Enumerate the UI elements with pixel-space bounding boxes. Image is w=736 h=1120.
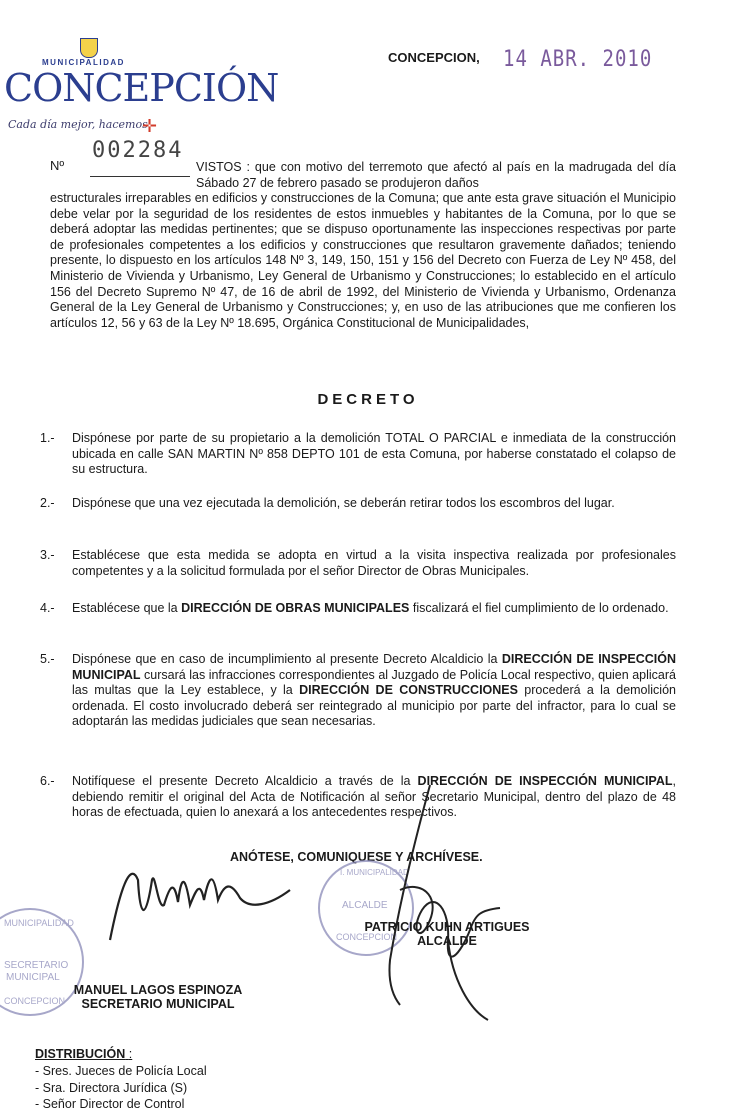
- coat-of-arms-icon: [80, 38, 98, 58]
- item-number: 6.-: [40, 774, 55, 788]
- closing-formula: ANÓTESE, COMUNIQUESE Y ARCHÍVESE.: [230, 850, 483, 864]
- secretary-seal-stamp: MUNICIPALIDAD SECRETARIO MUNICIPAL CONCEPCION: [0, 908, 84, 1016]
- item-number: 5.-: [40, 652, 55, 666]
- list-item: - Sres. Jueces de Policía Local: [35, 1064, 207, 1078]
- place-label: CONCEPCION,: [388, 50, 480, 65]
- decree-number: 002284: [92, 138, 184, 163]
- item-text: Dispónese que una vez ejecutada la demolición, se deberán retirar todos los escombros del lugar.: [72, 496, 615, 510]
- municipal-logo: [2, 36, 279, 146]
- vistos-first-line: VISTOS : que con motivo del terremoto que afectó al país en la madrugada del día Sábado 27 de febrero pasado se produjeron daños: [196, 160, 676, 190]
- secretary-signature-block: [60, 983, 256, 1011]
- item-text: Establécese que esta medida se adopta en virtud a la visita inspectiva realizada por profesionales competentes y a la solicitud formulada por el señor Director de Obras Municipales.: [72, 548, 676, 578]
- decree-number-label: Nº: [50, 158, 65, 173]
- vistos-body: estructurales irreparables en edificios y construcciones de la Comuna; que ante esta grave situación el Municipio debe velar por la seguridad de los residentes de estos inmuebles y habitantes de la Comuna, por lo que se deberá adoptar las medidas pertinentes; que se dispuso oportunamente las inspecciones respectivas por parte de profesionales competentes a los edificios y construcciones que resultaron gravemente dañados; teniendo presente, lo dispuesto en los artículos 148 Nº 3, 149, 150, 151 y 156 del Decreto con Fuerza de Ley Nº 458, del Ministerio de Vivienda y Urbanismo, Ley General de Urbanismo y Construcciones; lo establecido en el artículo 156 del Decreto Supremo Nº 47, de 16 de abril de 1992, del Ministerio de Vivienda y Urbanismo, Ordenanza General de la Ley General de Urbanismo y Construcciones; y, en uso de las atribuciones que me confieren los artículos 12, 56 y 63 de la Ley Nº 18.695, Orgánica Constitucional de Municipalidades,: [50, 191, 676, 330]
- item-text: Notifíquese el presente Decreto Alcaldicio a través de la DIRECCIÓN DE INSPECCIÓN MUNICIPAL, debiendo remitir el original del Acta de Notificación al señor Secretario Municipal, dentro del plazo de 48 horas de efectuada, quien lo anexará a los antecedentes respectivos.: [72, 774, 676, 820]
- distribution-heading: DISTRIBUCIÓN :: [35, 1047, 133, 1061]
- mayor-signature: [360, 780, 520, 1030]
- decree-number-line: [90, 176, 190, 177]
- item-number: 1.-: [40, 431, 55, 445]
- logo-tagline: Cada día mejor, hacemos: [8, 118, 148, 131]
- mayor-seal-stamp: I. MUNICIPALIDAD ALCALDE CONCEPCION: [318, 860, 414, 956]
- item-number: 2.-: [40, 496, 55, 510]
- secretary-signature: [100, 850, 300, 950]
- item-number: 4.-: [40, 601, 55, 615]
- item-text: Establécese que la DIRECCIÓN DE OBRAS MUNICIPALES fiscalizará el fiel cumplimiento de lo ordenado.: [72, 601, 669, 615]
- date-stamp: 14 ABR. 2010: [503, 46, 653, 72]
- mayor-title: ALCALDE: [417, 934, 477, 948]
- secretary-name: MANUEL LAGOS ESPINOZA: [73, 983, 243, 997]
- item-number: 3.-: [40, 548, 55, 562]
- mayor-signature-block: [352, 920, 542, 948]
- logo-municipalidad-text: MUNICIPALIDAD: [42, 58, 125, 67]
- mayor-name: PATRICIO KUHN ARTIGUES: [364, 920, 530, 934]
- item-text: Dispónese que en caso de incumplimiento al presente Decreto Alcaldicio la DIRECCIÓN DE INSPECCIÓN MUNICIPAL cursará las infracciones correspondientes al Juzgado de Policía Local respectivo, quien aplicará las multas que la Ley establece, y la DIRECCIÓN DE CONSTRUCCIONES procederá a la demolición ordenada. El costo involucrado deberá ser reintegrado al municipio por parte del infractor, para lo cual se adoptarán las medidas judiciales que sean necesarias.: [72, 652, 676, 729]
- list-item: - Sra. Directora Jurídica (S): [35, 1080, 188, 1095]
- logo-cross-icon: ✛: [142, 116, 158, 136]
- distribution-list: [35, 1063, 207, 1113]
- item-text: Dispónese por parte de su propietario a la demolición TOTAL O PARCIAL e inmediata de la construcción ubicada en calle SAN MARTIN Nº 858 DEPTO 101 de esta Comuna, por haberse constatado el colapso de su estructura.: [72, 431, 676, 477]
- list-item: - Señor Director de Control: [35, 1097, 185, 1111]
- secretary-title: SECRETARIO MUNICIPAL: [81, 997, 235, 1011]
- logo-city-name: CONCEPCIÓN: [4, 66, 279, 110]
- decree-title: DECRETO: [317, 391, 419, 408]
